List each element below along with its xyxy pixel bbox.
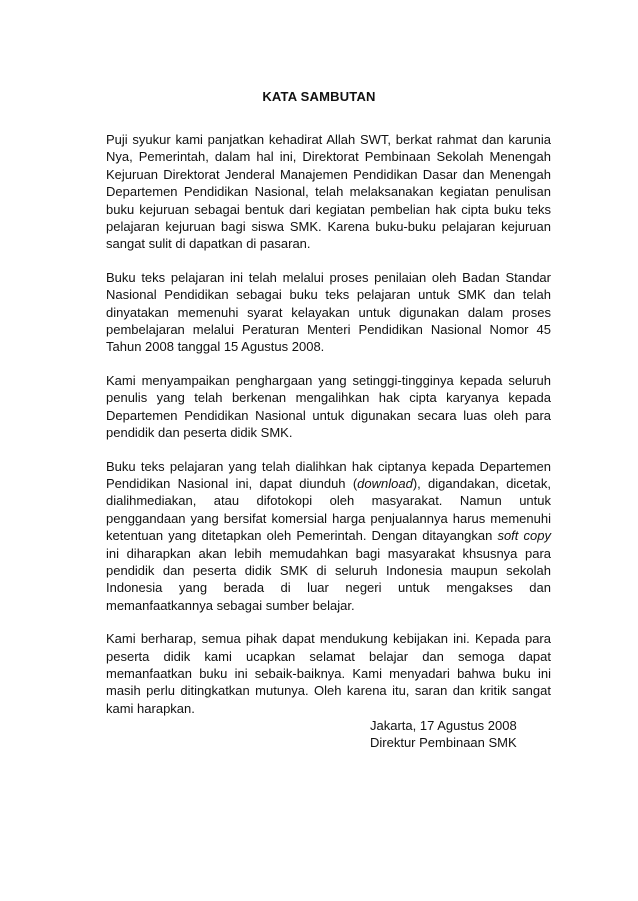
document-title: KATA SAMBUTAN	[262, 89, 376, 104]
paragraph-4-text-2: ), digandakan, dicetak, dialihmediakan, atau difotokopi oleh masyarakat. Namun untuk penggandaan yang bersifat komersial harga penjualannya harus memenuhi ketentuan yang ditetapkan oleh Pemerintah. Dengan ditayangkan	[106, 475, 551, 544]
paragraph-4-text-1: Buku teks pelajaran yang telah dialihkan hak ciptanya kepada Departemen Pendidikan Nasional ini, dapat diunduh (	[106, 458, 551, 491]
paragraph-3: Kami menyampaikan penghargaan yang setinggi-tingginya kepada seluruh penulis yang telah berkenan mengalihkan hak cipta karyanya kepada Departemen Pendidikan Nasional untuk digunakan secara luas oleh para pendidik dan peserta didik SMK.	[106, 372, 551, 441]
signature-place-date: Jakarta, 17 Agustus 2008	[370, 718, 517, 733]
signature-block	[370, 717, 517, 752]
paragraph-4-text-3: ini diharapkan akan lebih memudahkan bagi masyarakat khsusnya para pendidik dan peserta didik SMK di seluruh Indonesia maupun sekolah Indonesia yang berada di luar negeri untuk mengakses dan memanfaatkannya sebagai sumber belajar.	[106, 545, 551, 613]
paragraph-5: Kami berharap, semua pihak dapat mendukung kebijakan ini. Kepada para peserta didik kami ucapkan selamat belajar dan semoga dapat memanfaatkan buku ini sebaik-baiknya. Kami menyadari bahwa buku ini masih perlu ditingkatkan mutunya. Oleh karena itu, saran dan kritik sangat kami harapkan.	[106, 631, 551, 716]
paragraph-2: Buku teks pelajaran ini telah melalui proses penilaian oleh Badan Standar Nasional Pendidikan sebagai buku teks pelajaran untuk SMK dan telah dinyatakan memenuhi syarat kelayakan untuk digunakan dalam proses pembelajaran melalui Peraturan Menteri Pendidikan Nasional Nomor 45 Tahun 2008 tanggal 15 Agustus 2008.	[106, 269, 551, 355]
document-body	[106, 131, 551, 733]
paragraph-4-italic-download: download	[357, 475, 413, 491]
paragraph-4-italic-soft-copy: soft copy	[497, 528, 551, 544]
signature-position: Direktur Pembinaan SMK	[370, 735, 517, 751]
paragraph-4	[106, 458, 551, 615]
paragraph-1: Puji syukur kami panjatkan kehadirat Allah SWT, berkat rahmat dan karunia Nya, Pemerintah, dalam hal ini, Direktorat Pembinaan Sekolah Menengah Kejuruan Direktorat Jenderal Manajemen Pendidikan Dasar dan Menengah Departemen Pendidikan Nasional, telah melaksanakan kegiatan penulisan buku kejuruan sebagai bentuk dari kegiatan pembelian hak cipta buku teks pelajaran kejuruan bagi siswa SMK. Karena buku-buku pelajaran kejuruan sangat sulit di dapatkan di pasaran.	[106, 132, 551, 252]
